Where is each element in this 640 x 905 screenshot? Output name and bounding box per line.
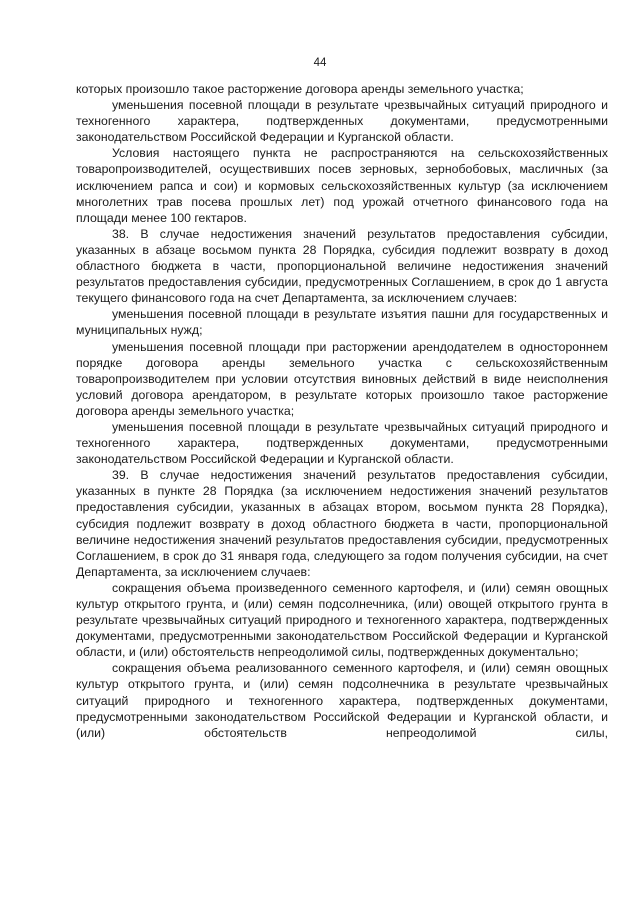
paragraph-emergency-exception: уменьшения посевной площади в результате чрезвычайных ситуаций природного и техногенного характера, подтвержденных документами, предусмотренными законодательством Российской Федерации и Курганской области. xyxy=(76,98,608,145)
page-number: 44 xyxy=(313,57,327,69)
document-body xyxy=(76,81,608,741)
paragraph-production-decrease: сокращения объема произведенного семенного картофеля, и (или) семян овощных культур открытого грунта, и (или) семян подсолнечника, (или) овощей открытого грунта в результате чрезвычайных ситуаций природного и техногенного характера, подтвержденных документами, предусмотренными законодательством Российской Федерации и Курганской области, и (или) обстоятельств непреодолимой силы, подтвержденных документально; xyxy=(76,580,608,660)
paragraph-land-withdrawal: уменьшения посевной площади в результате изъятия пашни для государственных и муниципальных нужд; xyxy=(76,307,608,338)
paragraph-clause-38: 38. В случае недостижения значений результатов предоставления субсидии, указанных в абзаце восьмом пункта 28 Порядка, субсидия подлежит возврату в доход областного бюджета в части, пропорциональной величине недостижения значений результатов предоставления субсидии, предусмотренных Соглашением, в срок до 1 августа текущего финансового года на счет Департамента, за исключением случаев: xyxy=(76,226,608,306)
paragraph-emergency-exception-2: уменьшения посевной площади в результате чрезвычайных ситуаций природного и техногенного характера, подтвержденных документами, предусмотренными законодательством Российской Федерации и Курганской области. xyxy=(76,419,608,467)
paragraph-scope-note: Условия настоящего пункта не распространяются на сельскохозяйственных товаропроизводителей, осуществивших посев зерновых, зернобобовых, масличных (за исключением рапса и сои) и кормовых сельскохозяйственных культур (за исключением многолетних трав посева прошлых лет) под урожай отчетного финансового года на площади менее 100 гектаров. xyxy=(76,146,608,225)
paragraph-clause-39: 39. В случае недостижения значений результатов предоставления субсидии, указанных в пункте 28 Порядка (за исключением недостижения значений результатов предоставления субсидии, указанных в абзацах втором, восьмом пункта 28 Порядка), субсидия подлежит возврату в доход областного бюджета в части, пропорциональной величине недостижения значений результатов предоставления субсидии, предусмотренных Соглашением, в срок до 31 января года, следующего за годом получения субсидии, на счет Департамента, за исключением случаев: xyxy=(76,468,608,579)
paragraph-lease-termination: уменьшения посевной площади при расторжении арендодателем в одностороннем порядке договора аренды земельного участка с сельскохозяйственным товаропроизводителем при условии отсутствия виновных действий в виде неисполнения условий договора арендатором, в результате которых произошло такое расторжение договора аренды земельного участка; xyxy=(76,339,608,418)
paragraph-continuation: которых произошло такое расторжение договора аренды земельного участка; xyxy=(76,82,524,96)
paragraph-sales-decrease: сокращения объема реализованного семенного картофеля, и (или) семян овощных культур открытого грунта, и (или) семян подсолнечника в результате чрезвычайных ситуаций природного и техногенного характера, подтвержденных документами, предусмотренными законодательством Российской Федерации и Курганской области, и (или) обстоятельств непреодолимой силы, xyxy=(76,661,608,740)
